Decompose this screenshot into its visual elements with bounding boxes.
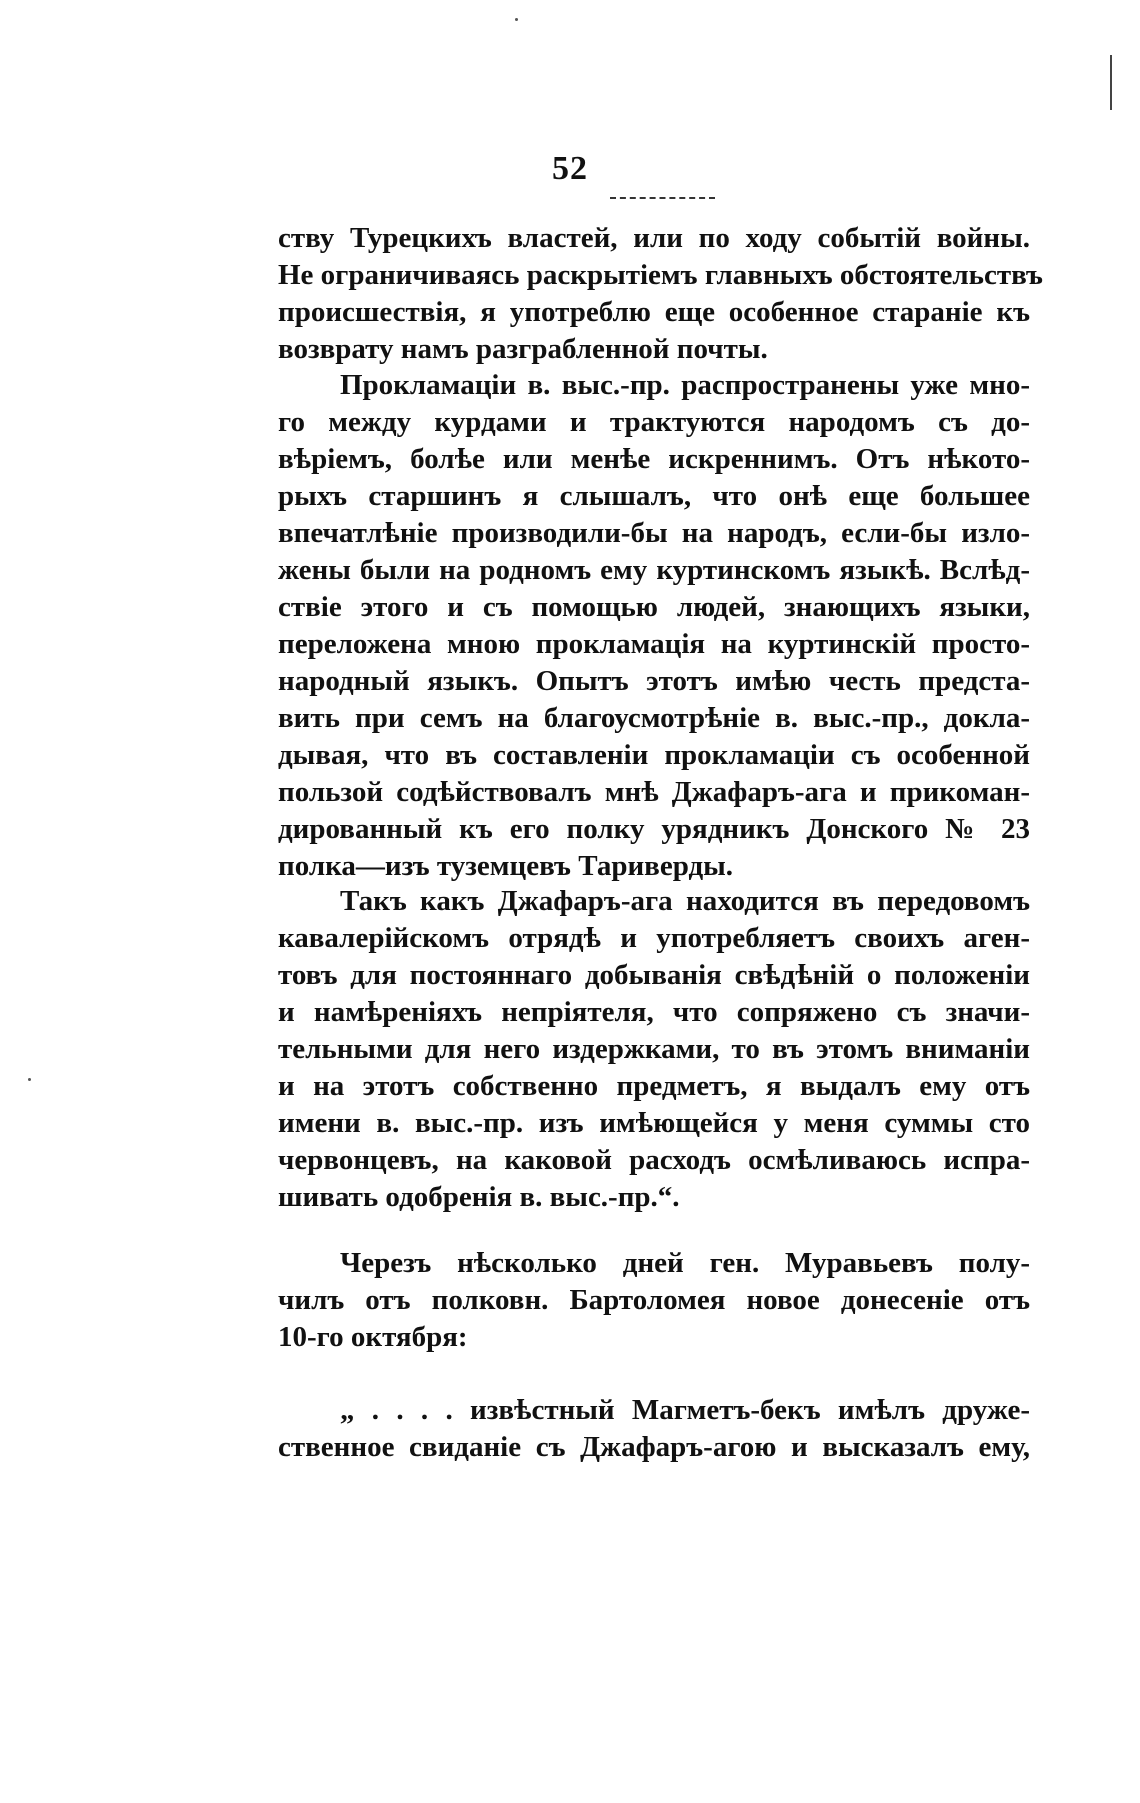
text-line: возврату намъ разграбленной почты. [278, 333, 768, 365]
text-line: рыхъ старшинъ я слышалъ, что онѣ еще большее [278, 480, 1030, 512]
text-line: „ . . . . извѣстный Магметъ-бекъ имѣлъ друже- [340, 1394, 1030, 1426]
text-line: червонцевъ, на каковой расходъ осмѣливаюсь испра- [278, 1144, 1030, 1176]
page-number: 52 [552, 150, 588, 187]
text-line: ству Турецкихъ властей, или по ходу событій войны. [278, 222, 1030, 254]
text-line: тельными для него издержками, то въ этомъ вниманіи [278, 1033, 1030, 1065]
text-line: имени в. выс.-пр. изъ имѣющейся у меня суммы сто [278, 1107, 1030, 1139]
scan-edge-mark [1110, 55, 1112, 110]
paragraph-2 [278, 367, 1030, 885]
paragraph-4 [278, 1245, 1030, 1356]
text-line: впечатлѣніе производили-бы на народъ, если-бы изло- [278, 517, 1030, 549]
text-line: ственное свиданіе съ Джафаръ-агою и высказалъ ему, [278, 1431, 1030, 1463]
text-line: дывая, что въ составленіи прокламаціи съ особенной [278, 739, 1030, 771]
text-line: жены были на родномъ ему куртинскомъ языкѣ. Вслѣд- [278, 554, 1030, 586]
scan-speck [515, 18, 518, 21]
paragraph-5 [278, 1392, 1030, 1466]
text-line: товъ для постояннаго добыванія свѣдѣній о положеніи [278, 959, 1030, 991]
page-number-rule [610, 197, 715, 199]
text-line: ствіе этого и съ помощью людей, знающихъ языки, [278, 591, 1030, 623]
text-line: Такъ какъ Джафаръ-ага находится въ передовомъ [340, 885, 1030, 917]
text-line: шивать одобренія в. выс.-пр.“. [278, 1181, 680, 1213]
text-line: 10-го октября: [278, 1321, 468, 1353]
text-line: и на этотъ собственно предметъ, я выдалъ ему отъ [278, 1070, 1030, 1102]
text-line: происшествія, я употреблю еще особенное стараніе къ [278, 296, 1030, 328]
text-line: Черезъ нѣсколько дней ген. Муравьевъ полу- [340, 1247, 1030, 1279]
paragraph-3 [278, 883, 1030, 1216]
paragraph-1 [278, 220, 1043, 368]
text-line: го между курдами и трактуются народомъ съ до- [278, 406, 1030, 438]
text-line: вѣріемъ, болѣе или менѣе искреннимъ. Отъ нѣкото- [278, 443, 1030, 475]
text-line: кавалерійскомъ отрядѣ и употребляетъ своихъ аген- [278, 922, 1030, 954]
text-line: Не ограничиваясь раскрытіемъ главныхъ обстоятельствъ [278, 259, 1043, 291]
text-line: народный языкъ. Опытъ этотъ имѣю честь предста- [278, 665, 1030, 697]
text-line: полка—изъ туземцевъ Тариверды. [278, 850, 734, 882]
text-line: Прокламаціи в. выс.-пр. распространены уже мно- [340, 369, 1030, 401]
text-line: дированный къ его полку урядникъ Донского № 23 [278, 813, 1030, 845]
scan-speck [28, 1078, 31, 1081]
text-line: пользой содѣйствовалъ мнѣ Джафаръ-ага и прикоман- [278, 776, 1030, 808]
text-line: переложена мною прокламація на куртинскій просто- [278, 628, 1030, 660]
text-line: вить при семъ на благоусмотрѣніе в. выс.-пр., доклa- [278, 702, 1030, 734]
text-line: чилъ отъ полковн. Бартоломея новое донесеніе отъ [278, 1284, 1030, 1316]
text-line: и намѣреніяхъ непріятеля, что сопряжено съ значи- [278, 996, 1030, 1028]
